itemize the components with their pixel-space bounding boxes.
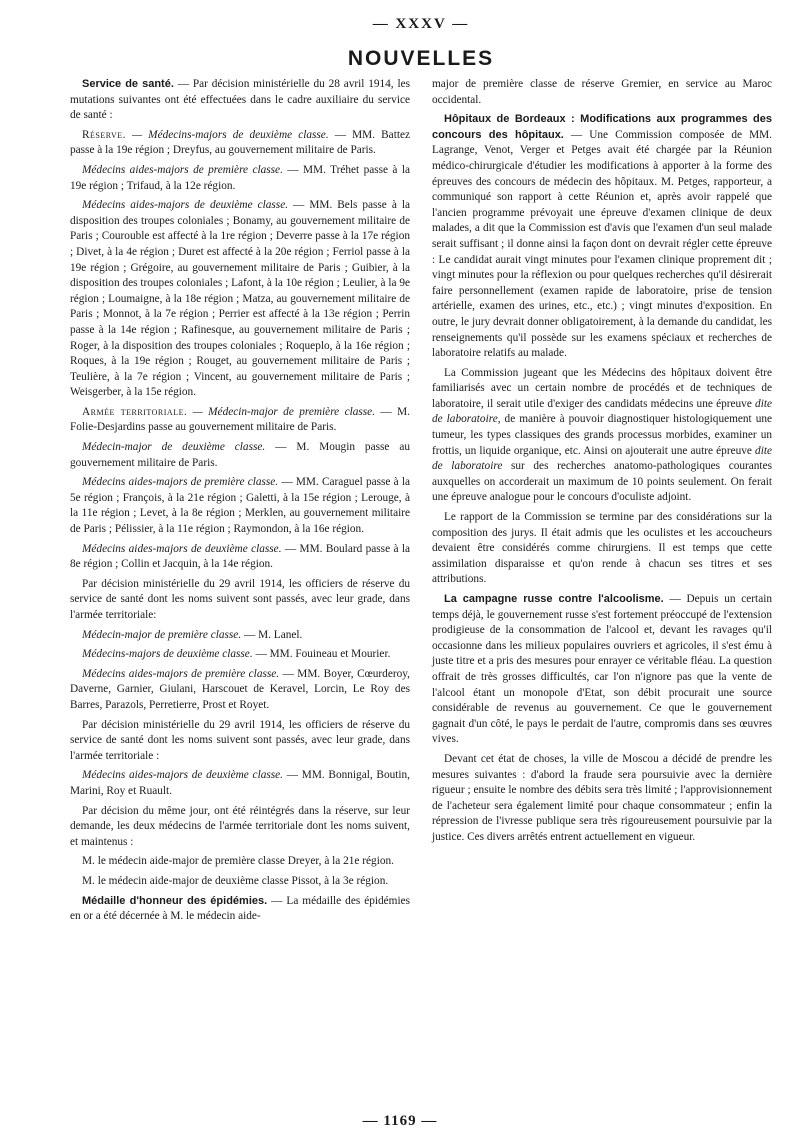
paragraph-service-sante: Service de santé. — Par décision ministérielle du 28 avril 1914, les mutations suivantes ont été effectuées dans le cadre auxiliaire du service de santé : <box>70 78 411 122</box>
paragraph-pissot: M. le médecin aide-major de deuxième classe Pissot, à la 3e région. <box>82 874 389 887</box>
left-column <box>70 77 410 929</box>
paragraph-aides-6: Médecins aides-majors de deuxième classe. — MM. Bonnigal, Boutin, Marini, Roy et Ruault. <box>70 769 410 797</box>
paragraph-aides-2: Médecins aides-majors de deuxième classe. — MM. Bels passe à la disposition des troupes coloniales ; Bonamy, au gouvernement militaire de Paris ; Courouble est affecté à la 1re région ; Deverre passe à la 17e région ; Divet, à la 4e région ; Duret est affecté à la 20e région ; Ferriol passe à la 19e région ; Grégoire, au gouvernement militaire de Paris ; Guibier, à la disposition des troupes coloniales ; Lafont, à la 10e région ; Leulier, à la 9e région ; Loumaigne, à la 18e région ; Matza, au gouvernement militaire de Paris ; Monnot, à la 7e région ; Perrier est affecté à la 13e région ; Perrin passe à la 14e région ; Rafinesque, au gouvernement militaire de Paris ; Roger, à la disposition des troupes coloniales ; Roqueplo, à la 16e région ; Roques, à la 19e région ; Rouget, au gouvernement militaire de Paris ; Teulière, à la 7e région ; Vincent, au gouvernement militaire de Paris ; Weisgerber, à la 15e région. <box>70 199 410 399</box>
paragraph-hopitaux-1: Hôpitaux de Bordeaux : Modifications aux programmes des concours des hôpitaux. — Une Commission composée de MM. Lagrange, Venot, Verger et Petges avait été chargée par la Réunion médico-chirurgicale d'étudier les modifications à apporter à la forme des épreuves des concours de médecin des hôpitaux. M. Petges, rapporteur, a communiqué son rapport à cette Réunion et, après avoir rappelé que l'ancien programme prévoyait une épreuve d'examen clinique de deux malades, a dit que la Commission est d'avis que l'examen d'un seul malade serait suffisant ; il donne ainsi la façon dont on devrait régler cette épreuve : Le candidat aurait vingt minutes pour l'examen clinique proprement dit ; vingt minutes pour la réflexion ou pour quelques recherches qu'il désirerait faire personnellement (examen rapide de laboratoire, prise de tension artérielle, examen des urines, etc., etc.) ; vingt minutes d'exposition. En outre, le jury devrait donner obligatoirement, à la demande du candidat, les renseignements qu'il possède sur les examens spéciaux et recherches de laboratoire relatifs au malade. <box>432 113 773 360</box>
page-roman-numeral: — XXXV — <box>372 16 470 32</box>
page-title: NOUVELLES <box>347 47 495 70</box>
paragraph-continuation: major de première classe de réserve Gremier, en service au Maroc occidental. <box>432 78 772 106</box>
paragraph-alcoolisme-1: La campagne russe contre l'alcoolisme. — Depuis un certain temps déjà, le gouvernement russe s'est fortement préoccupé de l'extension prodigieuse de la consommation de l'alcool et, devant les ravages qu'il occasionne dans les milieux populaires ouvriers et agricoles, il s'est ému à juste titre et a pris des mesures pour enrayer ce véritable fléau. La question offrait de très grosses difficultés, car l'on n'ignore pas que la vente de l'alcool étant un monopole d'Etat, son débit procurait une source considérable de revenus au gouvernement. Ce que le gouvernement gagnait d'un côté, le pays le perdait de l'autre, compromis dans ses œuvres vives. <box>432 593 772 746</box>
paragraph-decision-4: Par décision du même jour, ont été réintégrés dans la réserve, sur leur demande, les deux médecins de l'armée territoriale dont les noms suivent, et maintenus : <box>70 804 410 848</box>
two-column-body <box>70 77 772 929</box>
paragraph-reserve: Réserve. — Médecins-majors de deuxième classe. — MM. Battez passe à la 19e région ; Dreyfus, au gouvernement militaire de Paris. <box>70 128 411 157</box>
paragraph-aides-3: Médecins aides-majors de première classe. — MM. Caraguel passe à la 5e région ; François, à la 21e région ; Galetti, à la 15e région ; Lerouge, à la 11e région ; Levet, à la 8e région ; Merklen, au gouvernement militaire de Paris ; Pélissier, à la 11e région ; Raymondon, à la 16e région. <box>70 476 410 536</box>
paragraph-decision-3: Par décision ministérielle du 29 avril 1914, les officiers de réserve du service de santé dont les noms suivent sont passés, avec leur grade, dans l'armée territoriale : <box>70 718 410 762</box>
paragraph-aides-1: Médecins aides-majors de première classe. — MM. Tréhet passe à la 19e région ; Trifaud, à la 12e région. <box>70 163 410 192</box>
paragraph-medaille: Médaille d'honneur des épidémies. — La médaille des épidémies en or a été décernée à M. le médecin aide- <box>70 894 410 923</box>
paragraph-major-2: Médecin-major de deuxième classe. — M. Mougin passe au gouvernement militaire de Paris. <box>70 441 411 469</box>
section-title-alcoolisme: La campagne russe contre l'alcoolisme. <box>444 593 664 605</box>
section-title-medaille: Médaille d'honneur des épidémies. <box>82 894 268 907</box>
paragraph-alcoolisme-2: Devant cet état de choses, la ville de Moscou a décidé de prendre les mesures suivantes : d'abord la fraude sera poursuivie avec la dernière rigueur ; ensuite le nombre des débits sera très limité ; l'approvisionnement de l'acheteur sera également limité pour chaque consommateur ; enfin la répression de l'ivresse publique sera très rigoureusement poursuivie par la justice. Ces divers arrêtés entrent actuellement en vigueur. <box>432 752 772 843</box>
paragraph-hopitaux-2: La Commission jugeant que les Médecins des hôpitaux doivent être familiarisés avec un certain nombre de procédés et de techniques de laboratoire, il serait utile d'exiger des candidats médecins une épreuve dite de laboratoire, de manière à pouvoir diagnostiquer histologiquement une tumeur, les types classiques des grands processus morbides, examiner un frottis, un liquide organique, etc. Ainsi on ajouterait une autre épreuve dite de laboratoire sur des recherches anatomo-pathologiques courantes auxquelles on accorderait un maximum de 10 points seulement. On ferait une épreuve analogue pour le concours d'oculiste adjoint. <box>432 366 773 504</box>
right-column <box>432 77 772 929</box>
paragraph-dreyer: M. le médecin aide-major de première classe Dreyer, à la 21e région. <box>82 855 394 868</box>
paragraph-territoriale: Armée territoriale. — Médecin-major de première classe. — M. Folie-Desjardins passe au gouvernement militaire de Paris. <box>70 405 410 434</box>
section-title-hopitaux: Hôpitaux de Bordeaux : Modifications aux programmes des concours des hôpitaux. <box>432 113 772 141</box>
paragraph-aides-5: Médecins aides-majors de première classe. — MM. Boyer, Cœurderoy, Daverne, Garnier, Giulani, Harscouet de Keravel, Lorcin, Le Roy des Barres, Parazols, Perretierre, Prost et Royet. <box>70 667 410 711</box>
section-title-service-sante: Service de santé. <box>82 78 174 90</box>
paragraph-aides-4: Médecins aides-majors de deuxième classe. — MM. Boulard passe à la 8e région ; Collin et Jacquin, à la 14e région. <box>70 542 410 571</box>
page-folio: — 1169 — <box>362 1113 438 1129</box>
paragraph-hopitaux-3: Le rapport de la Commission se termine par des considérations sur la composition des jurys. Il était admis que les oculistes et les accoucheurs devaient être considérés comme chirurgiens. Il est temps que cette assimilation disparaisse et qu'on rende à chacun ses titres et ses attributions. <box>432 511 772 586</box>
paragraph-major-1: Médecin-major de première classe. — M. Lanel. <box>82 628 303 641</box>
paragraph-decision-2: Par décision ministérielle du 29 avril 1914, les officiers de réserve du service de santé dont les noms suivent sont passés, avec leur grade, dans l'armée territoriale: <box>70 577 410 621</box>
paragraph-majors-2: Médecins-majors de deuxième classe. — MM. Fouineau et Mourier. <box>82 648 391 661</box>
